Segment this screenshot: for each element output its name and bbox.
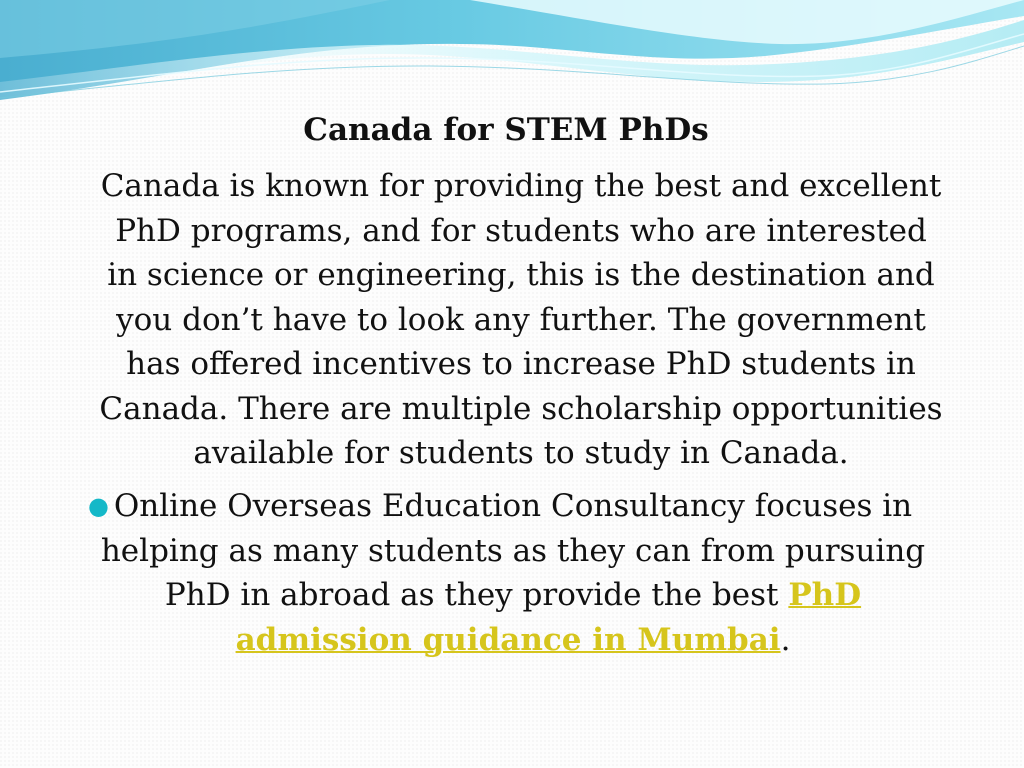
bullet-line: Online Overseas Education Consultancy focuses in (113, 488, 913, 524)
end-punctuation: . (780, 621, 791, 658)
phd-admission-link-continued[interactable]: admission guidance in Mumbai (235, 621, 781, 658)
bullet-icon: ● (88, 492, 109, 520)
intro-paragraph (76, 164, 966, 476)
top-wave-decoration (0, 0, 1024, 120)
paragraph-line: PhD programs, and for students who are interested (115, 212, 927, 249)
phd-admission-link[interactable]: PhD (788, 577, 862, 613)
slide-title: Canada for STEM PhDs (303, 112, 709, 148)
bullet-line-with-link-start (88, 573, 938, 618)
bullet-text: PhD in abroad as they provide the best (164, 577, 789, 613)
paragraph-line: Canada. There are multiple scholarship opportunities (99, 390, 943, 427)
bullet-line: helping as many students as they can from pursuing (100, 532, 926, 569)
paragraph-line: has offered incentives to increase PhD students in (126, 346, 916, 382)
bullet-line-with-link-end (88, 618, 938, 663)
paragraph-line: available for students to study in Canada. (193, 435, 849, 471)
paragraph-line: in science or engineering, this is the destination and (107, 257, 935, 293)
bullet-point (88, 484, 938, 662)
paragraph-line: Canada is known for providing the best and excellent (100, 168, 942, 204)
paragraph-line: you don’t have to look any further. The government (116, 301, 926, 338)
